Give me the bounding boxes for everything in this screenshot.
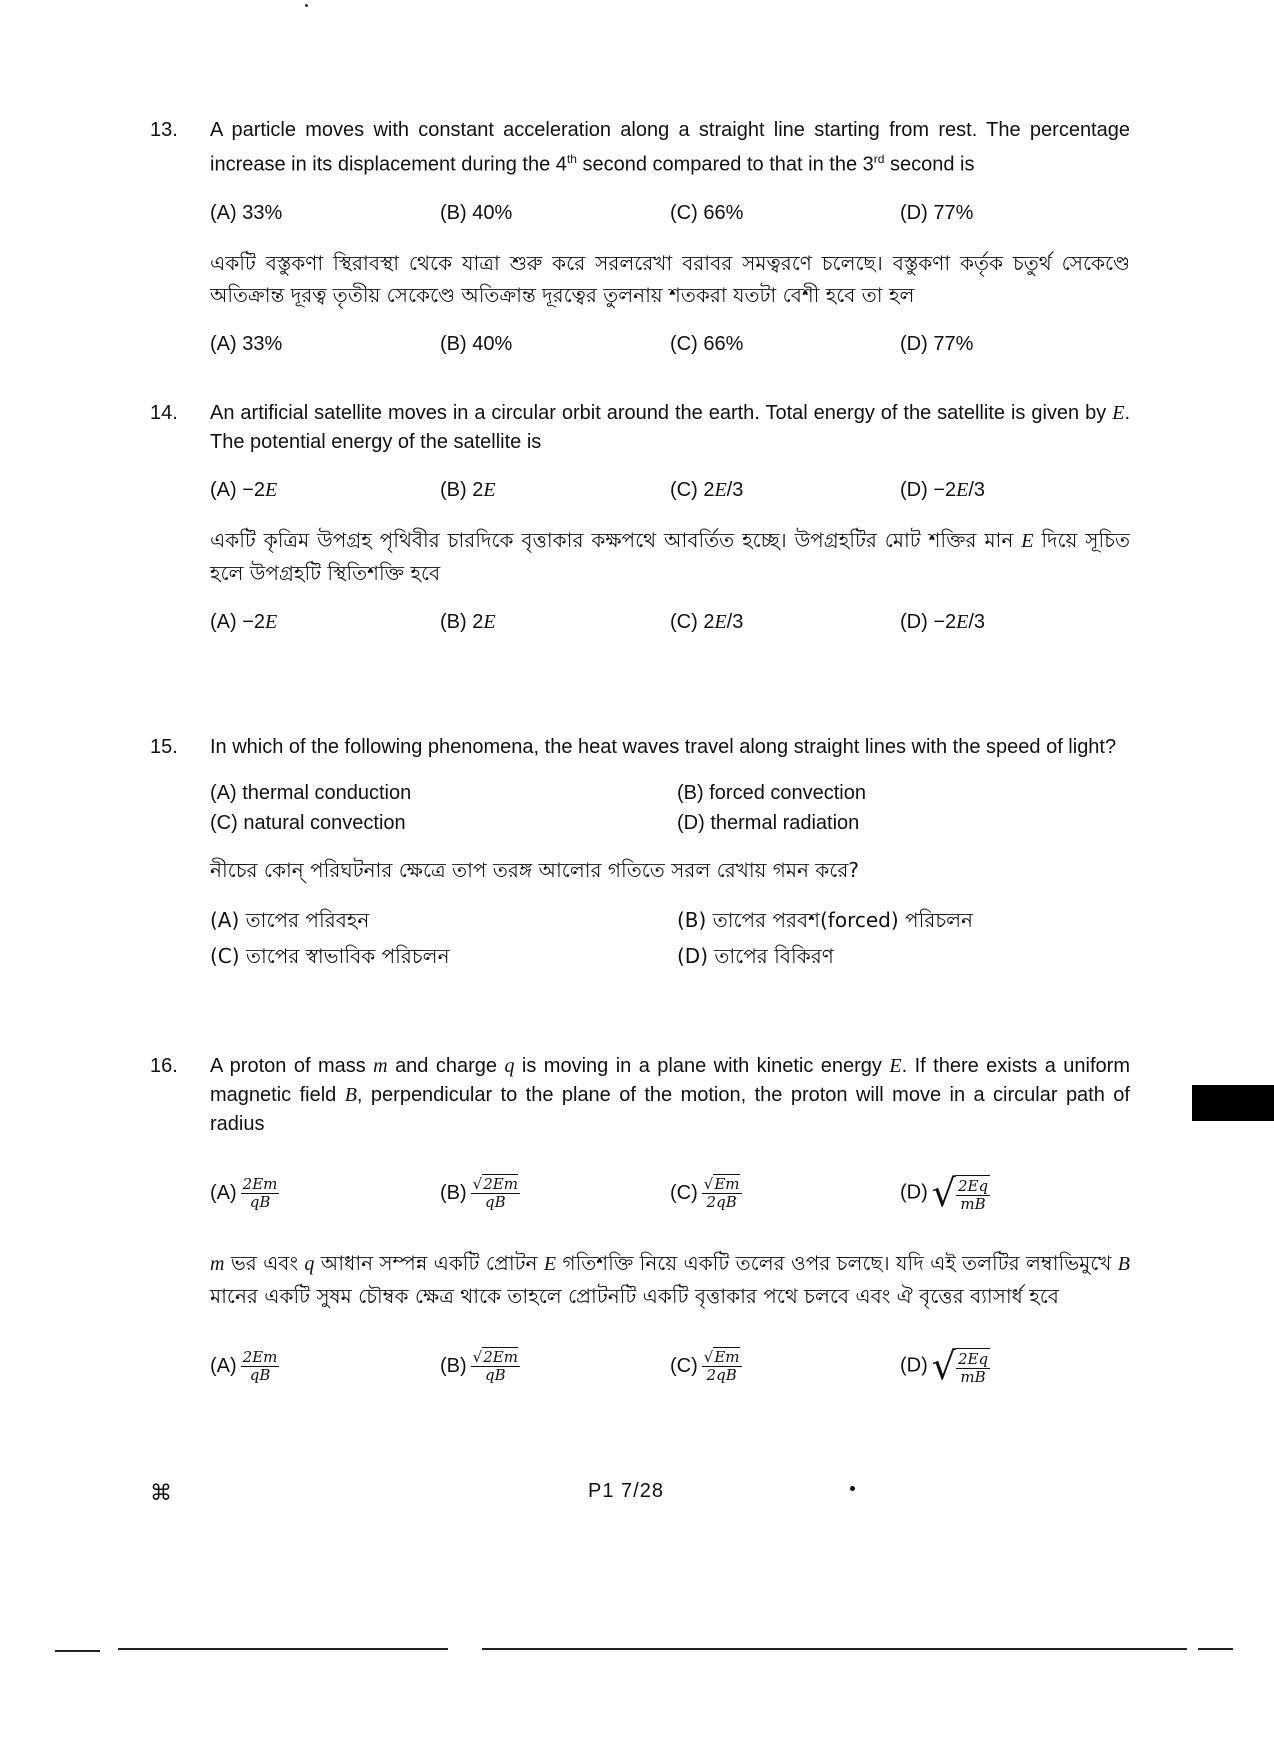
option-d: (D) −2E/3: [900, 479, 986, 501]
option-a: (A) 33%: [210, 332, 283, 355]
option-d: (D) 77%: [900, 201, 974, 224]
option-d: (D) √ $\frac{2Eq}{mB}$: [900, 1344, 989, 1388]
option-b: (B) 40%: [440, 201, 513, 224]
option-c: (C) তাপের স্বাভাবিক পরিচলন: [210, 944, 450, 968]
options-en: [210, 780, 1130, 836]
question-text-en: In which of the following phenomena, the heat waves travel along straight lines with the speed of light?: [210, 736, 1117, 758]
option-d: (D) thermal radiation: [677, 812, 860, 834]
question-16: [150, 1052, 1130, 1408]
fraction: $\frac{√Em}{2qB}$: [703, 1347, 740, 1384]
options-en: [210, 479, 1130, 502]
question-number: 14.: [150, 402, 178, 424]
sqrt-icon: √: [703, 1174, 714, 1193]
question-text-en: An artificial satellite moves in a circular orbit around the earth. Total energy of the satellite is given by E. The potential energy of the satellite is: [210, 402, 1130, 453]
fraction: $\frac{2Em}{qB}$: [242, 1347, 278, 1384]
fraction: $\frac{√2Em}{qB}$: [472, 1174, 518, 1211]
sqrt-icon: √: [931, 1171, 956, 1215]
option-a: (A) thermal conduction: [210, 782, 412, 804]
option-c: (C) 66%: [670, 201, 744, 224]
options-en: [210, 202, 1130, 225]
sqrt-icon: √: [472, 1174, 483, 1193]
option-d: (D) তাপের বিকিরণ: [677, 944, 834, 968]
options-bn: [210, 611, 1130, 634]
question-13: [150, 116, 1130, 378]
fraction: $\frac{√2Em}{qB}$: [472, 1347, 518, 1384]
scan-line: [1198, 1648, 1233, 1650]
option-d: (D) −2E/3: [900, 611, 986, 633]
sqrt-icon: √: [931, 1344, 956, 1388]
option-b: (B) তাপের পরবশ(forced) পরিচলন: [677, 908, 973, 932]
scan-speck: [305, 4, 308, 7]
option-c: (C) $\frac{√Em}{2qB}$: [670, 1347, 740, 1384]
options-bn: [210, 333, 1130, 356]
question-text-bn: একটি কৃত্রিম উপগ্রহ পৃথিবীর চারদিকে বৃত্তাকার কক্ষপথে আবর্তিত হচ্ছে। উপগ্রহটির মোট শক্তির মান E দিয়ে সূচিত হলে উপগ্রহটি স্থিতিশক্তি হবে: [210, 528, 1130, 585]
command-icon: ⌘: [150, 1480, 172, 1505]
question-number: 15.: [150, 736, 178, 758]
option-a: (A) তাপের পরিবহন: [210, 908, 370, 932]
question-14: [150, 399, 1130, 656]
options-bn: [210, 904, 1130, 972]
option-d: (D) √ $\frac{2Eq}{mB}$: [900, 1171, 989, 1215]
dot-mark: [850, 1486, 855, 1491]
question-text-bn: m ভর এবং q আধান সম্পন্ন একটি প্রোটন E গতিশক্তি নিয়ে একটি তলের ওপর চলছে। যদি এই তলটির লম্বাভিমুখে B মানের একটি সুষম চৌম্বক ক্ষেত্র থাকে তাহলে প্রোটনটি একটি বৃত্তাকার পথে চলবে এবং ঐ বৃত্তের ব্যাসার্ধ হবে: [210, 1251, 1130, 1308]
option-a: (A) 33%: [210, 201, 283, 224]
question-number: 13.: [150, 119, 178, 141]
edge-marker: [1192, 1085, 1274, 1121]
option-a: (A) −2E: [210, 479, 278, 501]
scan-line: [482, 1648, 1187, 1650]
question-number: 16.: [150, 1055, 178, 1077]
option-c: (C) $\frac{√Em}{2qB}$: [670, 1174, 740, 1211]
option-b: (B) forced convection: [677, 782, 866, 804]
scan-line: [118, 1648, 448, 1650]
option-a: (A) $\frac{2Em}{qB}$: [210, 1347, 278, 1384]
option-b: (B) 2E: [440, 479, 496, 501]
options-bn: [210, 1346, 1130, 1386]
option-d: (D) 77%: [900, 332, 974, 355]
option-c: (C) natural convection: [210, 812, 406, 834]
question-text-bn: একটি বস্তুকণা স্থিরাবস্থা থেকে যাত্রা শুরু করে সরলরেখা বরাবর সমত্বরণে চলেছে। বস্তুকণা কর্তৃক চতুর্থ সেকেণ্ডে অতিক্রান্ত দূরত্ব তৃতীয় সেকেণ্ডে অতিক্রান্ত দূরত্বের তুলনায় শতকরা যতটা বেশী হবে তা হল: [210, 250, 1130, 307]
option-b: (B) 40%: [440, 332, 513, 355]
option-b: (B) 2E: [440, 611, 496, 633]
question-15: [150, 733, 1130, 990]
sqrt-fraction: √ $\frac{2Eq}{mB}$: [931, 1344, 989, 1388]
options-en: [210, 1173, 1130, 1213]
option-a: (A) −2E: [210, 611, 278, 633]
fraction: $\frac{2Em}{qB}$: [242, 1174, 278, 1211]
option-a: (A) $\frac{2Em}{qB}$: [210, 1174, 278, 1211]
sqrt-fraction: √ $\frac{2Eq}{mB}$: [931, 1171, 989, 1215]
scan-line: [55, 1650, 100, 1652]
sqrt-icon: √: [472, 1347, 483, 1366]
question-text-en: A proton of mass m and charge q is moving in a plane with kinetic energy E. If there exists a uniform magnetic field B, perpendicular to the plane of the motion, the proton will move in a circular path of radius: [210, 1055, 1130, 1135]
option-b: (B) $\frac{√2Em}{qB}$: [440, 1174, 518, 1211]
question-text-en: A particle moves with constant acceleration along a straight line starting from rest. The percentage increase in its displacement during the 4th second compared to that in the 3rd second is: [210, 119, 1130, 176]
sqrt-icon: √: [703, 1347, 714, 1366]
option-c: (C) 2E/3: [670, 479, 744, 501]
option-b: (B) $\frac{√2Em}{qB}$: [440, 1347, 518, 1384]
fraction: $\frac{√Em}{2qB}$: [703, 1174, 740, 1211]
option-c: (C) 66%: [670, 332, 744, 355]
option-c: (C) 2E/3: [670, 611, 744, 633]
question-text-bn: নীচের কোন্‌ পরিঘটনার ক্ষেত্রে তাপ তরঙ্গ আলোর গতিতে সরল রেখায় গমন করে?: [210, 858, 859, 882]
page-number: P1 7/28: [588, 1480, 664, 1502]
